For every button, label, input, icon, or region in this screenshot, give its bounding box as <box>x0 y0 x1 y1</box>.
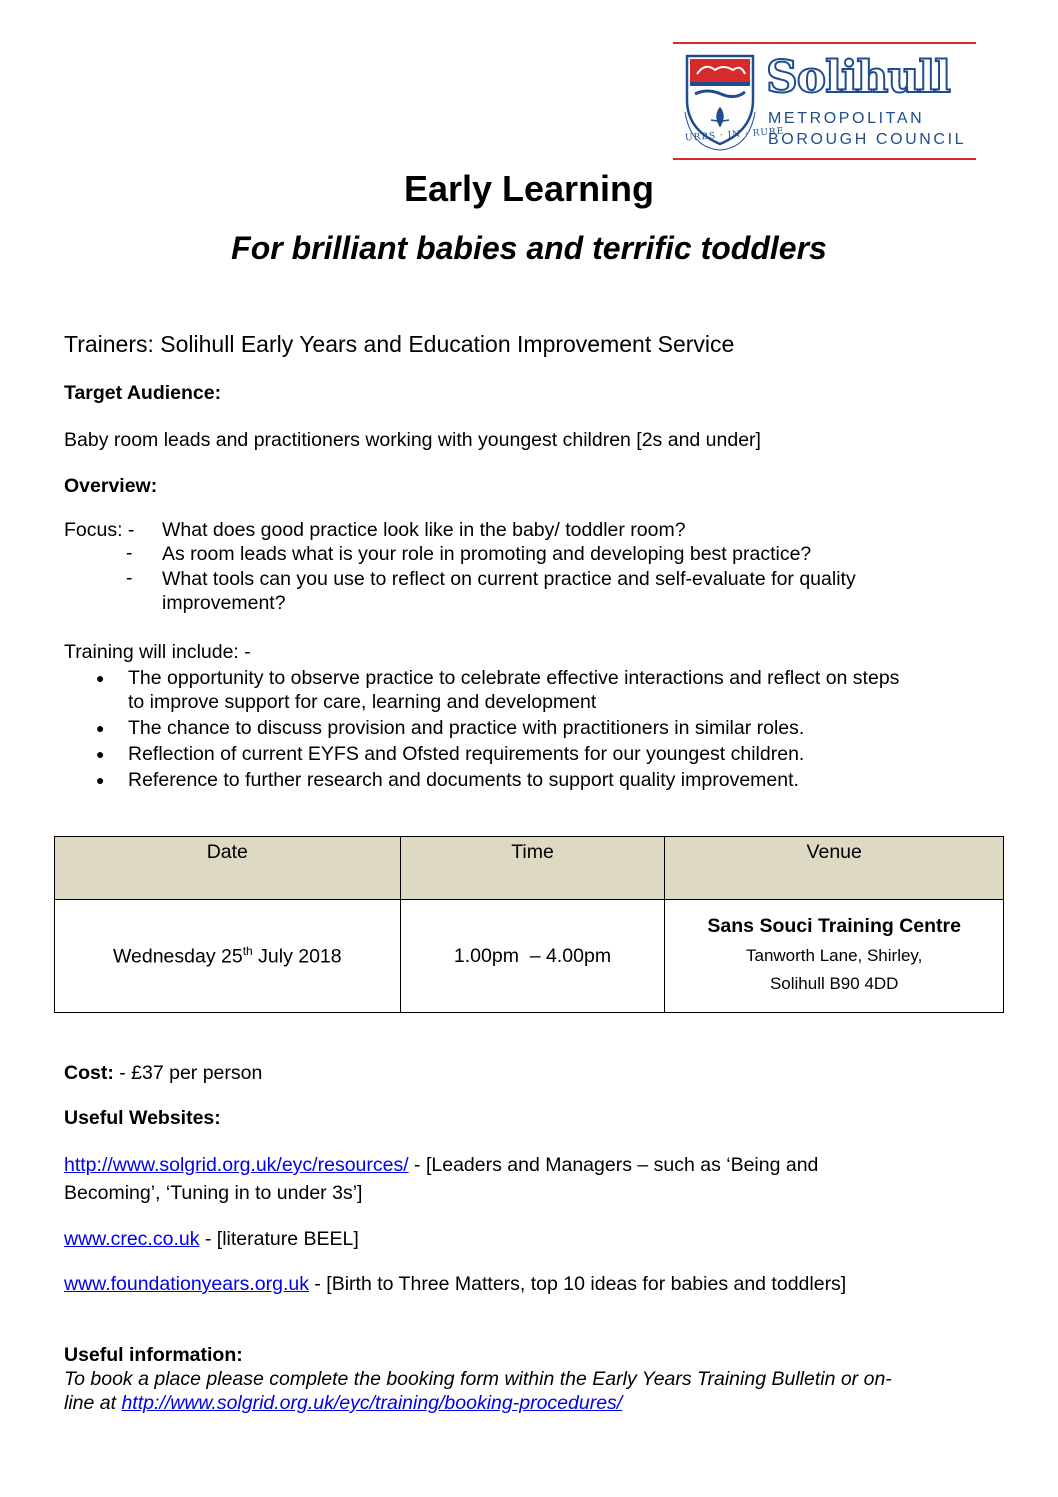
focus-item: What does good practice look like in the baby/ toddler room? <box>162 519 686 541</box>
logo-subtitle-line2: BOROUGH COUNCIL <box>768 131 967 148</box>
training-item: The opportunity to observe practice to celebrate effective interactions and reflect on steps <box>128 667 900 689</box>
session-venue <box>665 900 1004 1013</box>
focus-item: As room leads what is your role in promoting and developing best practice? <box>162 543 812 565</box>
schedule-table <box>54 836 1004 1013</box>
website-link[interactable]: www.crec.co.uk <box>64 1228 200 1250</box>
focus-dash: - <box>126 567 133 589</box>
date-ordinal: th <box>242 943 253 958</box>
website-link[interactable]: www.foundationyears.org.uk <box>64 1273 309 1295</box>
council-logo <box>673 42 976 162</box>
focus-item-continuation: improvement? <box>162 592 286 614</box>
overview-heading: Overview: <box>64 475 158 497</box>
venue-address-line1: Tanworth Lane, Shirley, <box>746 945 923 965</box>
training-item: Reflection of current EYFS and Ofsted requirements for our youngest children. <box>128 743 805 765</box>
bullet-icon: ● <box>96 746 105 762</box>
target-audience-heading: Target Audience: <box>64 382 222 404</box>
booking-link[interactable]: http://www.solgrid.org.uk/eyc/training/booking-procedures/ <box>121 1392 623 1414</box>
cost-label: Cost: <box>64 1062 114 1084</box>
website-entry <box>64 1272 846 1296</box>
logo-wordmark: Solihull <box>766 52 950 103</box>
bullet-icon: ● <box>96 772 105 788</box>
bullet-icon: ● <box>96 670 105 686</box>
website-description: - [literature BEEL] <box>199 1228 359 1250</box>
website-description: - [Leaders and Managers – such as ‘Being and <box>408 1154 819 1176</box>
session-date <box>55 900 401 1013</box>
useful-info-line2 <box>64 1391 622 1415</box>
trainers-line: Trainers: Solihull Early Years and Education Improvement Service <box>64 331 735 357</box>
date-suffix: July 2018 <box>252 945 342 968</box>
useful-info-heading: Useful information: <box>64 1344 243 1366</box>
website-entry <box>64 1227 359 1251</box>
website-entry <box>64 1153 818 1177</box>
website-description-continuation: Becoming’, ‘Tuning in to under 3s’] <box>64 1182 363 1204</box>
website-link[interactable]: http://www.solgrid.org.uk/eyc/resources/ <box>64 1154 409 1176</box>
useful-info-prefix: line at <box>64 1392 122 1414</box>
training-item-continuation: to improve support for care, learning and development <box>128 691 597 713</box>
website-description: - [Birth to Three Matters, top 10 ideas for babies and toddlers] <box>308 1273 847 1295</box>
venue-name: Sans Souci Training Centre <box>707 914 961 937</box>
page-subtitle: For brilliant babies and terrific toddlers <box>231 230 827 266</box>
venue-address-line2: Solihull B90 4DD <box>769 973 899 993</box>
websites-heading: Useful Websites: <box>64 1107 221 1129</box>
training-item: The chance to discuss provision and practice with practitioners in similar roles. <box>128 717 805 739</box>
logo-motto: URBS · IN · RURE <box>684 126 785 144</box>
training-intro: Training will include: - <box>64 641 251 663</box>
schedule-header-row <box>55 837 1004 900</box>
bullet-icon: ● <box>96 720 105 736</box>
target-audience-text: Baby room leads and practitioners working with youngest children [2s and under] <box>64 429 761 451</box>
focus-label: Focus: - <box>64 519 135 541</box>
focus-dash: - <box>126 542 133 564</box>
logo-top-rule <box>673 42 976 44</box>
training-item: Reference to further research and documents to support quality improvement. <box>128 769 799 791</box>
page-title: Early Learning <box>403 168 655 209</box>
table-row <box>55 900 1004 1013</box>
header-time: Time <box>400 837 665 900</box>
header-venue: Venue <box>665 837 1004 900</box>
logo-bottom-rule <box>673 158 976 160</box>
session-time: 1.00pm – 4.00pm <box>400 900 665 1013</box>
focus-item: What tools can you use to reflect on current practice and self-evaluate for quality <box>162 568 856 590</box>
cost-value: - £37 per person <box>113 1062 263 1084</box>
useful-info-line1: To book a place please complete the booking form within the Early Years Training Bulletin or on- <box>64 1368 892 1390</box>
logo-subtitle-line1: METROPOLITAN <box>768 110 925 127</box>
date-prefix: Wednesday 25 <box>112 945 243 968</box>
cost-line <box>64 1061 262 1085</box>
header-date: Date <box>55 837 401 900</box>
